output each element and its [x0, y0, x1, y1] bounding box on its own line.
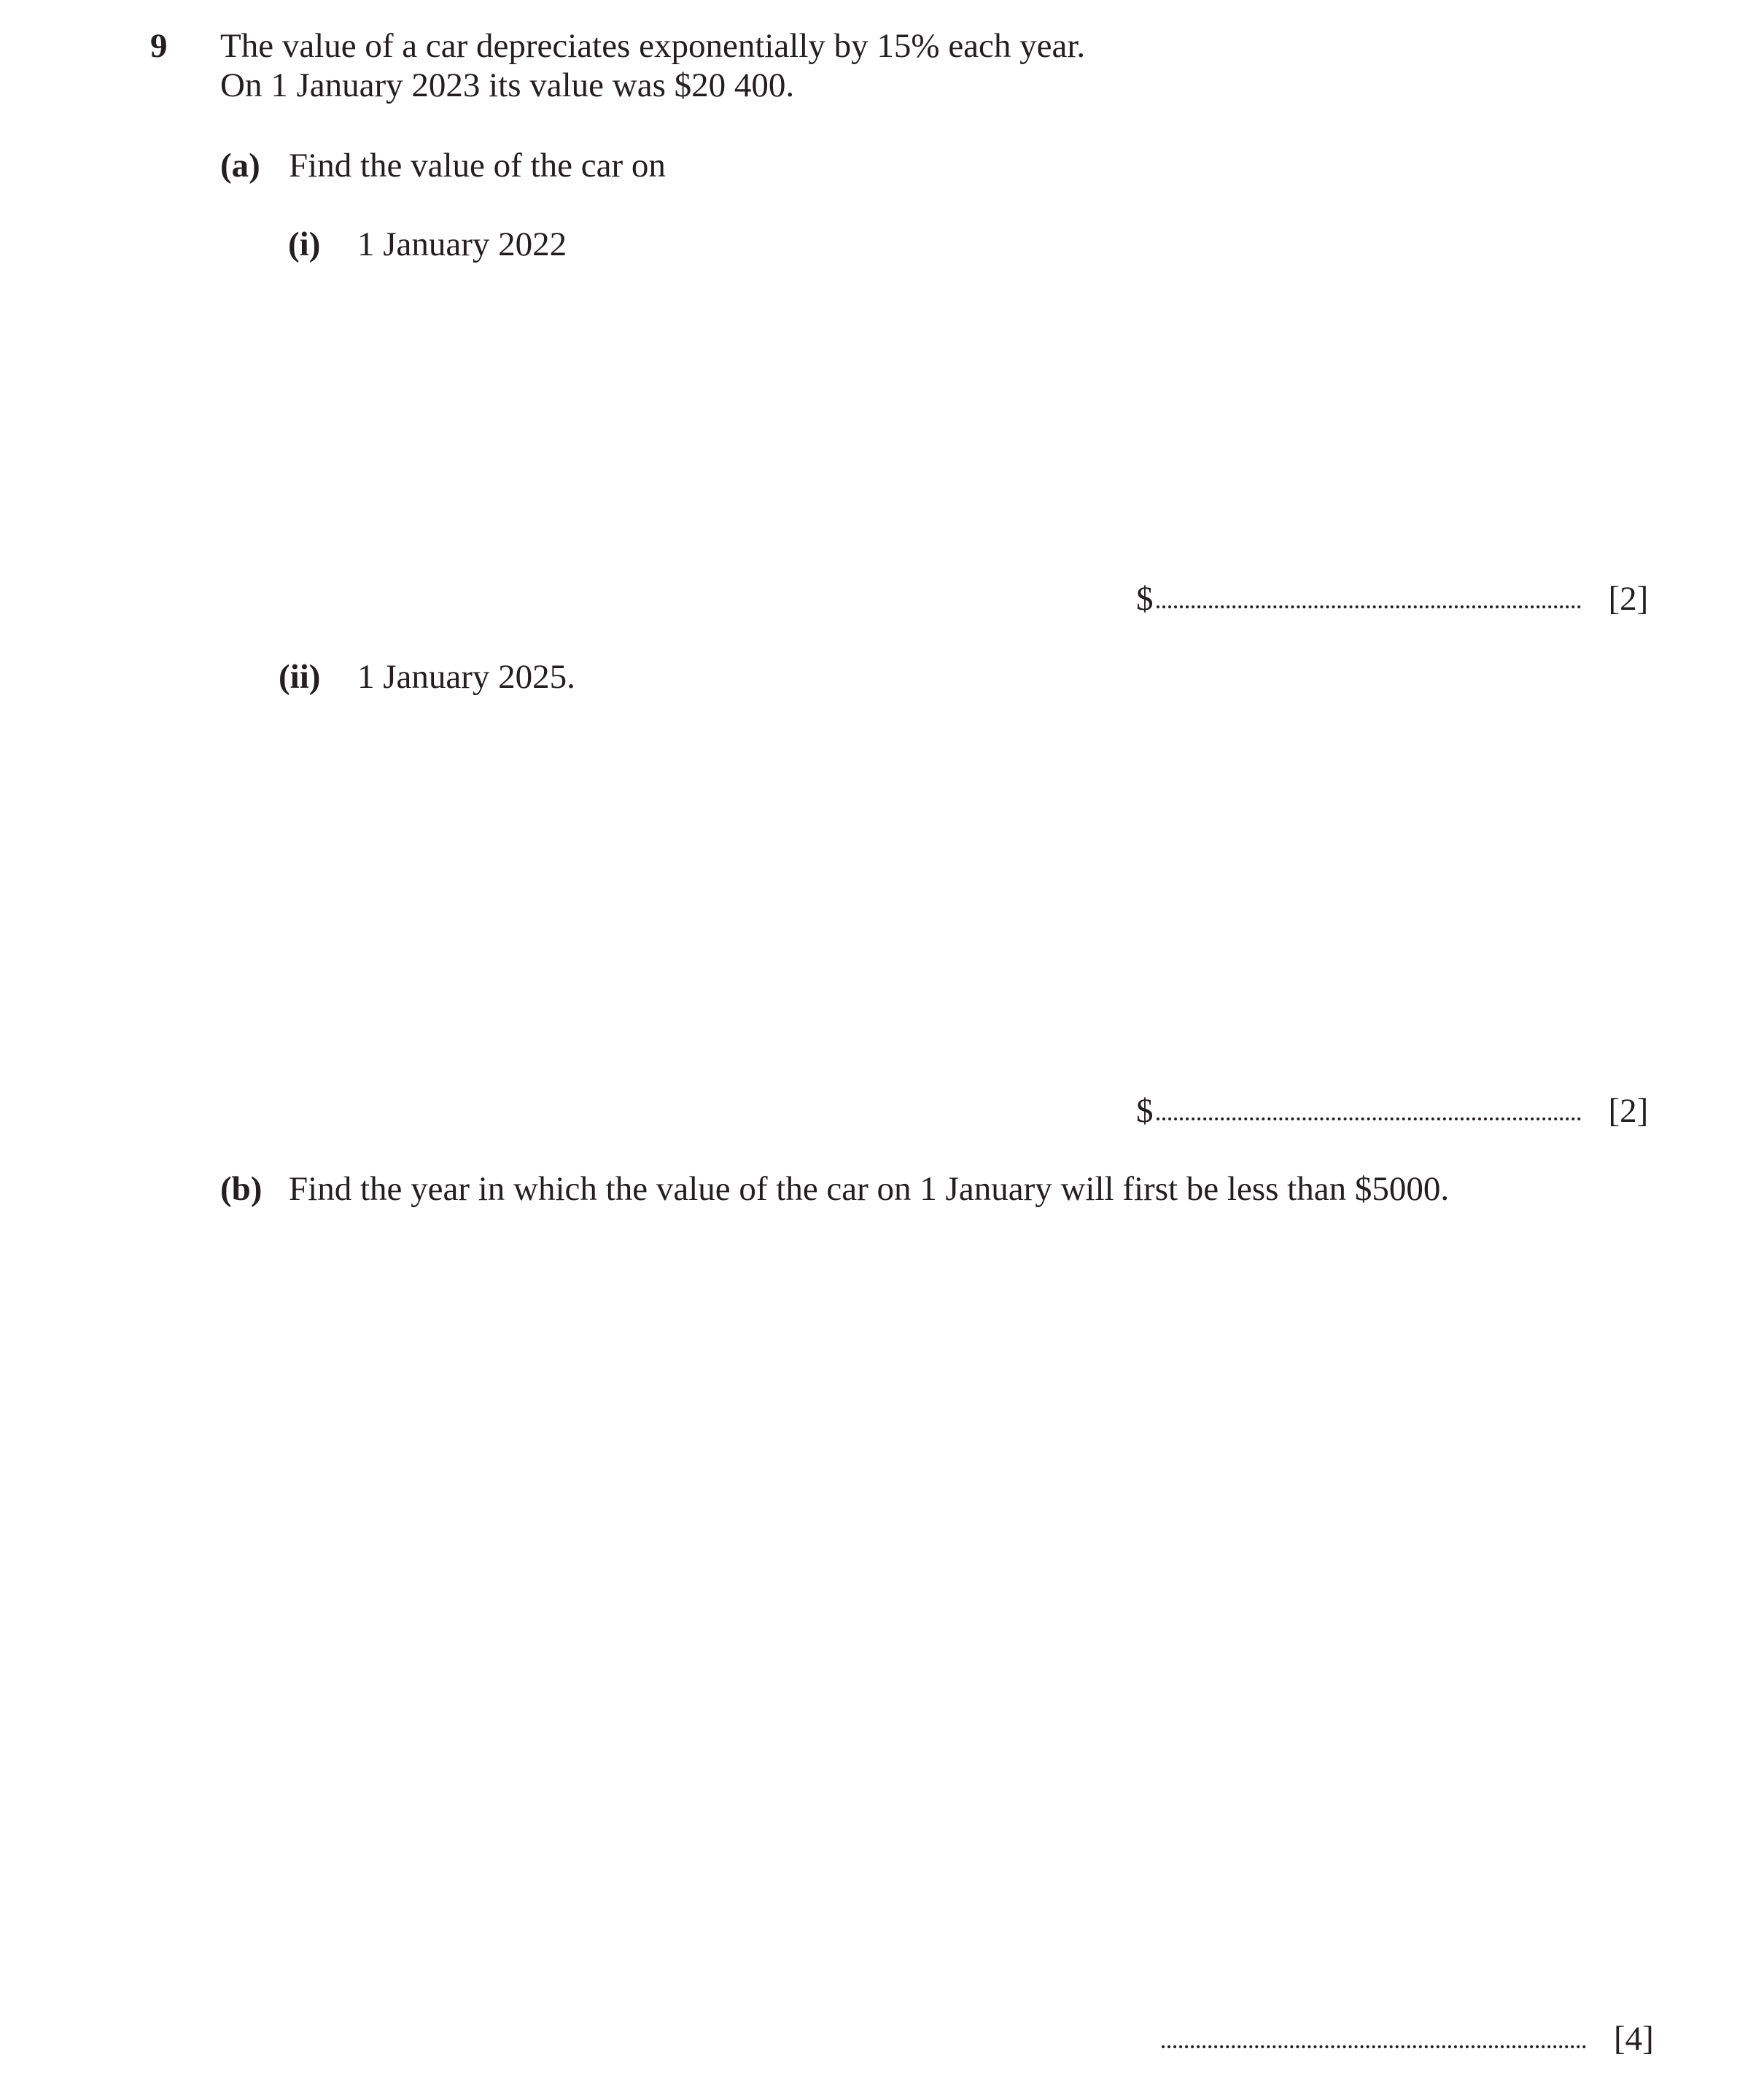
answer-line-b[interactable]	[1162, 2022, 1654, 2056]
question-number: 9	[150, 27, 168, 65]
part-b-text: Find the year in which the value of the car on 1 January will first be less than $5000.	[289, 1170, 1450, 1208]
answer-line-i[interactable]	[1136, 582, 1648, 616]
sub-i-label: (i)	[288, 225, 321, 263]
answer-dollar-sign: $	[1136, 1092, 1154, 1130]
part-b-label: (b)	[220, 1170, 263, 1208]
answer-dollar-sign: $	[1136, 580, 1154, 618]
sub-ii-text: 1 January 2025.	[357, 658, 575, 696]
answer-dotted-line[interactable]	[1157, 1115, 1581, 1120]
question-intro-line-1: The value of a car depreciates exponentially by 15% each year.	[220, 27, 1086, 65]
marks-label: [2]	[1608, 1092, 1649, 1130]
sub-i-text: 1 January 2022	[357, 225, 567, 263]
part-a-text: Find the value of the car on	[289, 147, 666, 185]
question-intro-line-2: On 1 January 2023 its value was $20 400.	[220, 66, 795, 104]
marks-label: [2]	[1608, 580, 1649, 618]
sub-ii-label: (ii)	[279, 658, 321, 696]
answer-dotted-line[interactable]	[1157, 603, 1581, 608]
answer-dotted-line[interactable]	[1162, 2042, 1586, 2048]
answer-line-ii[interactable]	[1136, 1094, 1648, 1128]
part-a-label: (a)	[220, 147, 260, 185]
marks-label: [4]	[1614, 2020, 1654, 2058]
